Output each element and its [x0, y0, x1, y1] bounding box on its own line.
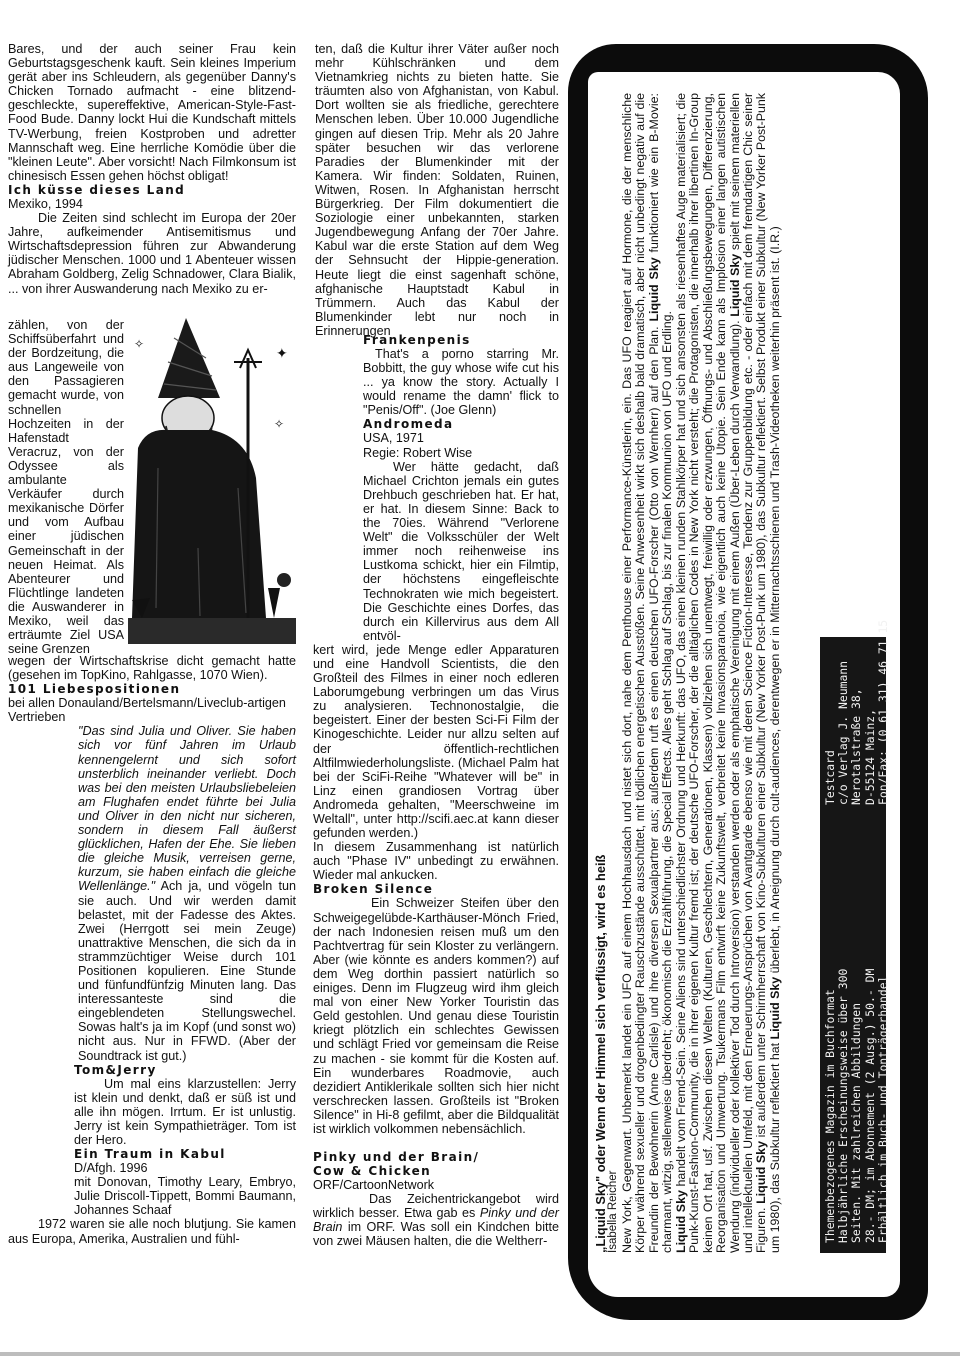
address-line: Testcard: [823, 750, 837, 805]
sidebar-p2: handelt vom Fremd-Sein. Seine Aliens sind unterschiedlichster Ordnung und Herkunft: das UFO, das einen kleinen runden Stahlkörper hat und sich ansonsten als riesenhaftes Auge materialisiert; die Punk-Kunst-Fashion-Community, die in ihrer eigenen Kultur fremd ist; der deutsche UFO-Forscher, der die alltäglichen Codes in New York nicht versteht; die Protagonisten, die innerhalb ihrer libertinen In-Group keinen Ort hat, usf. Zwischen diesen Welten (Kulturen, Geschlechtern, Generationen, Klassen) vollziehen sich unentwegt, freiwillig oder erzwungen, Öffnungs- und Abschließungsbewegungen, Differenzierung, Reorganisation und Umwertung. Tsukermans Film entwirft keine Zukunftswelt, verbreitet keine Invasionsparanoia, wie eigentlich auch keine Utopie. Sein Ende kann als Implosion einer langen autistischen Wendung (individueller oder kollektiver Tod durch Introversion) verstanden werden oder als emphatische Vereinigung mit einem Außen (Über-Leben durch Verwandlung).: [673, 93, 742, 1253]
section-title-broken-silence: Broken Silence: [313, 882, 434, 897]
tom-paragraph: Um mal eins klarzustellen: Jerry ist klein und denkt, daß er süß ist und alle ihn mögen. Irrtum. Er ist unlustig. Jerry ist kein Sympathieträger. Tom ist der Hero.: [74, 1076, 296, 1147]
section-title-pinky-1: Pinky und der Brain/: [313, 1150, 480, 1165]
address-line: Fon/Fax: (0 61 31) 46 71 15: [875, 619, 890, 805]
svg-text:✦: ✦: [276, 345, 288, 361]
info-line: Seiten. Mit zahlreichen Abbildungen: [849, 1002, 864, 1243]
andromeda-regie: Regie: Robert Wise: [363, 445, 473, 460]
pinky-text-b: im ORF. Was soll ein Kindchen bitte von zwei Mäusen halten, die die Weltherr-: [313, 1220, 559, 1249]
sidebar-paragraph-1: [621, 93, 675, 1253]
info-box-description: [824, 823, 890, 1243]
liebe-text: Ach ja, und vögeln tun sie auch. Und wir werden damit belastet, mit der Fadesse des Aktes. Zwei (Herrgott sei mein Zeuge) unattraktive Menschen, die sich da in strammzüchtiger Weise durch 101 Positionen kopulieren. Eine Stunde und fünfundfünfzig Minuten lang. Das interessanteste sind die eingeblendeten Stellungswechel. Sowas halt's ja im Kopf (und sonst wo) nicht aus. Nur in FFWD. (Aber der Soundtrack ist gut.): [78, 879, 296, 1063]
info-line: Halbjährliche Erscheinungsweise über 300: [836, 968, 851, 1243]
address-line: D-55124 Mainz,: [862, 708, 877, 805]
left-column-lower: [8, 654, 296, 1246]
sidebar-p1: New York, Gegenwart. Unbemerkt landet ein UFO auf einem Hochhausdach und nistet sich dort, nahe dem Penthouse einer Performance-Künstlerin, ein. Das UFO reagiert auf Hormone, die der menschliche Körper während sexueller und drogenbedingter Rauschzustände ausschüttet, mit tödlichen energetischen Ausstößen. Seine Anwesenheit wirkt sich deshalb bald dramatisch, aber nicht unbedingt negativ auf die Freundin der Bewohnerin (Anne Carlisle) und ihre diversen Sexualpartner aus; außerdem ruft es einen deutschen UFO-Forscher (Otto von Wernherr) auf den Plan.: [619, 93, 661, 1253]
middle-column-lower: [313, 333, 559, 1249]
address-line: c/o Verlag J. Neumann: [836, 660, 851, 805]
sidebar-p1b: funktioniert wie ein B-Movie: charmant, witzig, stellenweise überdreht; ökonomisch die Erzählführung, die Special Effects. Alles geht Schlag auf Schlag, bis zur finalen Kommunion von UFO und Erdling.: [646, 93, 675, 1253]
section-title-pinky-2: Cow & Chicken: [313, 1164, 432, 1179]
broken-silence-paragraph: Ein Schweizer Steifen über den Schweigegelübde-Karthäuser-Mönch Fried, der nach Indonesien reisen muß um den Pachtvertrag für sein Kloster zu verlängern. Aber (wie könnte es anders kommen?) auf dem Weg dorthin passiert natürlich so einiges. Denn im Flugzeug wird ihm gleich mal von einer New Yorker Touristin das Geld gestohlen. Und genau diese Touristin kriegt plötzlich ein schlechtes Gewissen und schlägt Fried vor gemeinsam die Reise zu machen - sie kommt für die Kosten auf. Ein wunderbares Roadmovie, auch dezidiert Antiklerikale sollten sich hier nicht verschrecken lassen. Großteils ist "Broken Silence" in Hi-8 gefilmt, aber die Bildqualität ist wirklich volkommen nebensächlich.: [313, 896, 559, 1136]
liquid-sky-mention: Liquid Sky: [673, 1190, 688, 1253]
section-title-liebe: 101 Liebespositionen: [8, 682, 181, 697]
section-title-traum: Ein Traum in Kabul: [74, 1147, 226, 1162]
sidebar-p2c: ist außerdem unter Schirmherrschaft von Kino-Subkulturen einer Subkultur (New Yorker Post-Punk um 1980), das Subkultur reflektiert. Selbst Produkt einer Subkultur (New Yorker Post-Punk um 1980), das Subkultur reflektiert hat: [754, 93, 782, 1253]
sidebar-title: „Liquid Sky" oder Wenn der Himmel sich verflüssigt, wird es heiß: [593, 854, 608, 1253]
testcard-info-box: [820, 619, 890, 1253]
left-column: [8, 42, 296, 296]
info-box-address: [823, 619, 890, 805]
info-line: 28.- DM; im Abonnement (2 Ausg.) 50.- DM: [862, 968, 877, 1243]
traum-paragraph: 1972 waren sie alle noch blutjung. Sie kamen aus Europa, Amerika, Australien und fühl-: [8, 1217, 296, 1246]
liebe-meta: bei allen Donauland/Bertelsmann/Liveclub-artigen Vertrieben: [8, 696, 286, 725]
liebe-quote: "Das sind Julia und Oliver. Sie haben sich vor fünf Jahren im Urlaub kennengelernt und sich sofort unsterblich ineinander verliebt. Doch was bei den meisten Urlaubsliebeleien am Flughafen endet führte bei Julia und Oliver in den nicht nur sicheren, sondern in diesem Fall äußerst glücklichen, Hafen der Ehe. Sie lieben die gleiche Musik, verreisen gerne, kurzum, sie haben einfach die gleiche Wellenlänge.": [78, 724, 296, 894]
intro-paragraph: Bares, und der auch seiner Frau kein Geburtstagsgeschenk kauft. Sein kleines Imperium gerät aber ins Schleudern, als gegenüber Danny's Chicken Tornado aufmacht - eine blitzend-geschleckte, supereffektive, American-Style-Fast-Food Bude. Danny lockt Hui die Kundschaft mittels TV-Werbung, freien Kostproben und adretter Mannschaft weg. Eine herrliche Komödie über die "kleinen Leute". Aber vorsicht! Nach Filmkonsum ist chinesisch Essen gehen höchst obligat!: [8, 42, 296, 183]
frankenpenis-paragraph: That's a porno starring Mr. Bobbitt, the guy whose wife cut his ... ya know the story. Actually I would rename the damn' flick to "Penis/Off". (Joe Glenn): [363, 347, 559, 418]
pinky-italic: Pinky und der Brain: [313, 1206, 559, 1235]
info-line: Themenbezogenes Magazin im Buchformat: [823, 989, 837, 1243]
traum-meta: D/Afgh. 1996: [74, 1161, 148, 1176]
andromeda-paragraph-b: kert wird, jede Menge edler Apparaturen und eine Handvoll Scientists, die den Großteil des Filmes in einer noch edleren Laborumgebung verbringen um das Virus zu analysieren. Technonostalgie, die begeistert. Einer der besten Sci-Fi Film der Kinogeschichte. Leider nur allzu selten auf der öffentlich-rechtlichen Altfilmwiederholungsliste. (Michael Palm hat bei der SciFi-Reihe "Whatever will be" in Linz einen grandiosen Vortrag über Andromeda gehalten, "Meerschweine im Weltall", unter http://scifi.aec.at kann dieser gefunden werden.): [313, 642, 559, 841]
andromeda-paragraph-a: Wer hätte gedacht, daß Michael Crichton jemals ein gutes Drehbuch geschrieben hat. Er hat, er hat. In diesem Sinne: Back to the 70ies. Während "Verlorene Welt" die Volksschüler der Welt immer noch reihenweise ins Lustkoma schickt, hier ein Filmtip, der höchstens eingefleischte Technokraten wie mich begeistert. Die Geschichte eines Dorfes, das durch ein Killervirus aus dem All entvöl-: [363, 459, 559, 643]
section-title-andromeda: Andromeda: [363, 417, 454, 432]
liquid-sky-mention: Liquid Sky: [754, 1141, 769, 1204]
liebe-paragraph: [78, 724, 296, 1062]
section-title-frankenpenis: Frankenpenis: [363, 333, 471, 347]
kuesse-paragraph-b: wegen der Wirtschaftskrise dicht gemacht hatte (gesehen im TopKino, Rahlgasse, 1070 Wien).: [8, 654, 296, 683]
liquid-sky-mention: Liquid Sky: [767, 976, 782, 1040]
andromeda-paragraph-c: In diesem Zusammenhang ist natürlich auch "Phase IV" unbedingt zu erwähnen. Wieder mal ankucken.: [313, 840, 559, 883]
scan-edge: [0, 1352, 960, 1356]
pinky-paragraph: [313, 1192, 559, 1248]
sidebar-p2d: überlebt, in Aneignung durch cult-audiences, derentwegen er in Mitternachtsschienen und Trash-Videotheken weiterhin präsent ist. (I.R.): [767, 226, 782, 977]
sidebar-rotated-content: [588, 72, 900, 1297]
liquid-sky-mention: Liquid Sky: [727, 253, 742, 317]
liquid-sky-mention: Liquid Sky: [646, 257, 661, 322]
sidebar-p2b: spielt mit seinem materiellen und intellektuellen Umfeld, mit den Erneuerungs-Ansprüchen von Avantgarde ebenso wie mit deren Science Fiction-Interesse, Tendenz zur Gruppenbildung etc. - oder einfach mit dem fremdartigen Chic seiner Figuren.: [727, 93, 769, 1253]
kuesse-paragraph-a: Die Zeiten sind schlecht im Europa der 20er Jahre, aufkeimender Antisemitismus und Wirtschaftsdepression führen zur Abwanderung jüdischer Menschen. 1000 und 1 Abenteuer wissen Abraham Goldberg, Zelig Schnadower, Clara Bialik, ... von ihrer Auswanderung nach Mexiko zu er-: [8, 211, 296, 296]
info-line: Erhältlich im Buch- und Tonträgerhandel: [875, 975, 890, 1243]
section-title-kuesse: Ich küsse dieses Land: [8, 182, 186, 197]
traum-cast: mit Donovan, Timothy Leary, Embryo, Julie Driscoll-Tippett, Bommi Baumann, Johannes Schaaf: [74, 1175, 296, 1218]
section-title-tom: Tom&Jerry: [74, 1062, 157, 1077]
kabul-continued-paragraph: ten, daß die Kultur ihrer Väter außer noch mehr Kühlschränken und dem Vietnamkrieg nichts zu bieten hatte. Sie träumten also von Afghanistan, von Kabul. Dort wollten sie als friedliche, gerechtere Menschen leben. Über 10.000 Jugendliche gingen auf diesen Trip. Mehr als 20 Jahre später besuchen wir das verlorene Paradies der Blumenkinder mit der Kamera. Wir finden: Soldaten, Ruinen, Witwen, Rosen. In Afghanistan herrscht Bürgerkrieg. Der Film dokumentiert die Soziologie einer unbekannten, starken Jugendbewegung Anfang der 70er Jahre. Kabul war die erste Station auf dem Weg der Sehnsucht der Hippie-generation. Heute liegt die einst sagenhaft schöne, afghanische Hauptstadt Kabul in Trümmern. Auch das Kabul der Blumenkinder lebt nur noch in Erinnerungen: [315, 42, 559, 338]
address-line: Nerotalstraße 38,: [849, 688, 864, 805]
kuesse-meta: Mexiko, 1994: [8, 196, 83, 211]
middle-column: [315, 42, 559, 338]
svg-text:✧: ✧: [134, 337, 145, 351]
wizard-drawing: [128, 318, 296, 644]
sidebar-article: [594, 93, 782, 1253]
pinky-meta: ORF/CartoonNetwork: [313, 1178, 435, 1193]
kuesse-paragraph-wrap: zählen, von der Schiffsüberfahrt und der Bordzeitung, die aus Langeweile von den Passagieren gemacht wurde, von schnellen Hochzeiten in der Hafenstadt Veracruz, von der Odyssee als ambulante Verkäufer durch mexikanische Dörfer und vom Aufbau einer jüdischen Gemeinschaft in der neuen Heimat. Als Abenteurer und Flüchtlinge landeten die Auswanderer in Mexiko, weil das erträumte Ziel USA seine Grenzen: [8, 318, 124, 657]
wizard-illustration: [128, 318, 296, 644]
andromeda-meta: USA, 1971: [363, 431, 424, 446]
svg-text:✧: ✧: [274, 417, 285, 431]
pinky-text-a: Das Zeichentrickangebot wird wirklich besser. Etwa gab es: [313, 1192, 559, 1221]
sidebar-paragraph-2: [675, 93, 783, 1253]
sidebar-author: Isabella Reicher: [607, 1170, 620, 1253]
